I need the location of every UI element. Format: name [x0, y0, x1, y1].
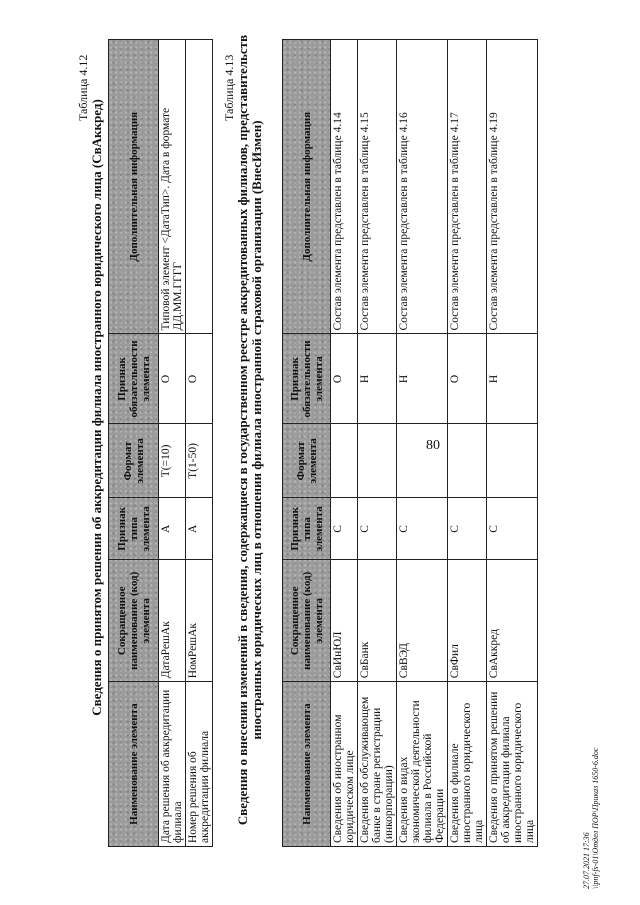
element-type-cell: С — [358, 498, 397, 560]
element-format-cell: T(1-50) — [186, 424, 213, 498]
table-title-4-13: Сведения о внесении изменений в сведения, содержащиеся в государственном реестре аккредитованных филиалов, представительств иностранных юридических лиц в отношении филиала иностранной страховой организации (ВнесИзмен) — [235, 34, 264, 826]
element-required-cell: О — [448, 334, 487, 424]
element-format-cell: T(=10) — [159, 424, 186, 498]
element-name-cell: Номер решения об аккредитации филиала — [186, 682, 213, 847]
header-cell: Формат элемента — [283, 424, 331, 498]
table-4-12 — [108, 39, 213, 847]
element-format-cell — [487, 424, 538, 498]
element-info-cell: Состав элемента представлен в таблице 4.15 — [358, 40, 397, 334]
element-code-cell: ДатаРешАк — [159, 560, 186, 682]
element-type-cell: А — [159, 498, 186, 560]
footer-timestamp: 27.07.2021 17:36 — [582, 832, 591, 889]
table-header-row — [109, 40, 159, 847]
header-cell: Дополнительная информация — [109, 40, 159, 334]
header-cell: Признак обязательности элемента — [109, 334, 159, 424]
table-row — [487, 40, 538, 847]
element-info-cell — [186, 40, 213, 334]
table-row — [159, 40, 186, 847]
element-code-cell: СвВЭД — [397, 560, 448, 682]
header-cell: Признак обязательности элемента — [283, 334, 331, 424]
element-format-cell — [448, 424, 487, 498]
header-cell: Сокращенное наименование (код) элемента — [109, 560, 159, 682]
element-name-cell: Дата решения об аккредитации филиала — [159, 682, 186, 847]
element-name-cell: Сведения об обслуживающем банке в стране регистрации (инкорпорации) — [358, 682, 397, 847]
element-code-cell: СвАккред — [487, 560, 538, 682]
table-caption-4-12: Таблица 4.12 — [76, 54, 90, 121]
page-number: 80 — [426, 438, 440, 453]
element-name-cell: Сведения об иностранном юридическом лице — [331, 682, 358, 847]
table-caption-4-13: Таблица 4.13 — [222, 54, 236, 121]
header-cell: Сокращенное наименование (код) элемента — [283, 560, 331, 682]
element-required-cell: Н — [397, 334, 448, 424]
element-type-cell: А — [186, 498, 213, 560]
element-name-cell: Сведения о видах экономической деятельности филиала в Российской Федерации — [397, 682, 448, 847]
element-info-cell: Состав элемента представлен в таблице 4.16 — [397, 40, 448, 334]
element-type-cell: С — [448, 498, 487, 560]
header-cell: Признак типа элемента — [109, 498, 159, 560]
table-title-4-12: Сведения о принятом решении об аккредитации филиала иностранного юридического лица (СвАккред) — [89, 99, 104, 716]
table-row — [397, 40, 448, 847]
element-required-cell: О — [159, 334, 186, 424]
element-format-cell — [397, 424, 448, 498]
element-info-cell: Состав элемента представлен в таблице 4.14 — [331, 40, 358, 334]
table-row — [358, 40, 397, 847]
element-type-cell: С — [397, 498, 448, 560]
header-cell: Наименование элемента — [283, 682, 331, 847]
element-info-cell: Состав элемента представлен в таблице 4.19 — [487, 40, 538, 334]
header-cell: Наименование элемента — [109, 682, 159, 847]
element-code-cell: СвБанк — [358, 560, 397, 682]
element-required-cell: О — [186, 334, 213, 424]
element-format-cell — [331, 424, 358, 498]
element-info-cell: Типовой элемент <ДатаТип>. Дата в формате ДД.ММ.ГГГГ — [159, 40, 186, 334]
element-type-cell: С — [331, 498, 358, 560]
table-4-13 — [282, 39, 538, 847]
element-type-cell: С — [487, 498, 538, 560]
table-row — [448, 40, 487, 847]
header-cell: Формат элемента — [109, 424, 159, 498]
header-cell: Признак типа элемента — [283, 498, 331, 560]
element-code-cell: НомРешАк — [186, 560, 213, 682]
element-code-cell: СвФил — [448, 560, 487, 682]
table-row — [331, 40, 358, 847]
element-code-cell: СвИнЮЛ — [331, 560, 358, 682]
element-name-cell: Сведения о принятом решении об аккредитации филиала иностранного юридического лица — [487, 682, 538, 847]
element-name-cell: Сведения о филиале иностранного юридического лица — [448, 682, 487, 847]
element-info-cell: Состав элемента представлен в таблице 4.17 — [448, 40, 487, 334]
footer-filepath: \\pnf-fs-01\Отдел ПОР\Приказ 1650-6.doc — [591, 747, 600, 889]
table-header-row — [283, 40, 331, 847]
element-required-cell: О — [331, 334, 358, 424]
element-required-cell: Н — [358, 334, 397, 424]
table-row — [186, 40, 213, 847]
element-format-cell — [358, 424, 397, 498]
document-footer — [582, 748, 600, 889]
element-required-cell: Н — [487, 334, 538, 424]
header-cell: Дополнительная информация — [283, 40, 331, 334]
